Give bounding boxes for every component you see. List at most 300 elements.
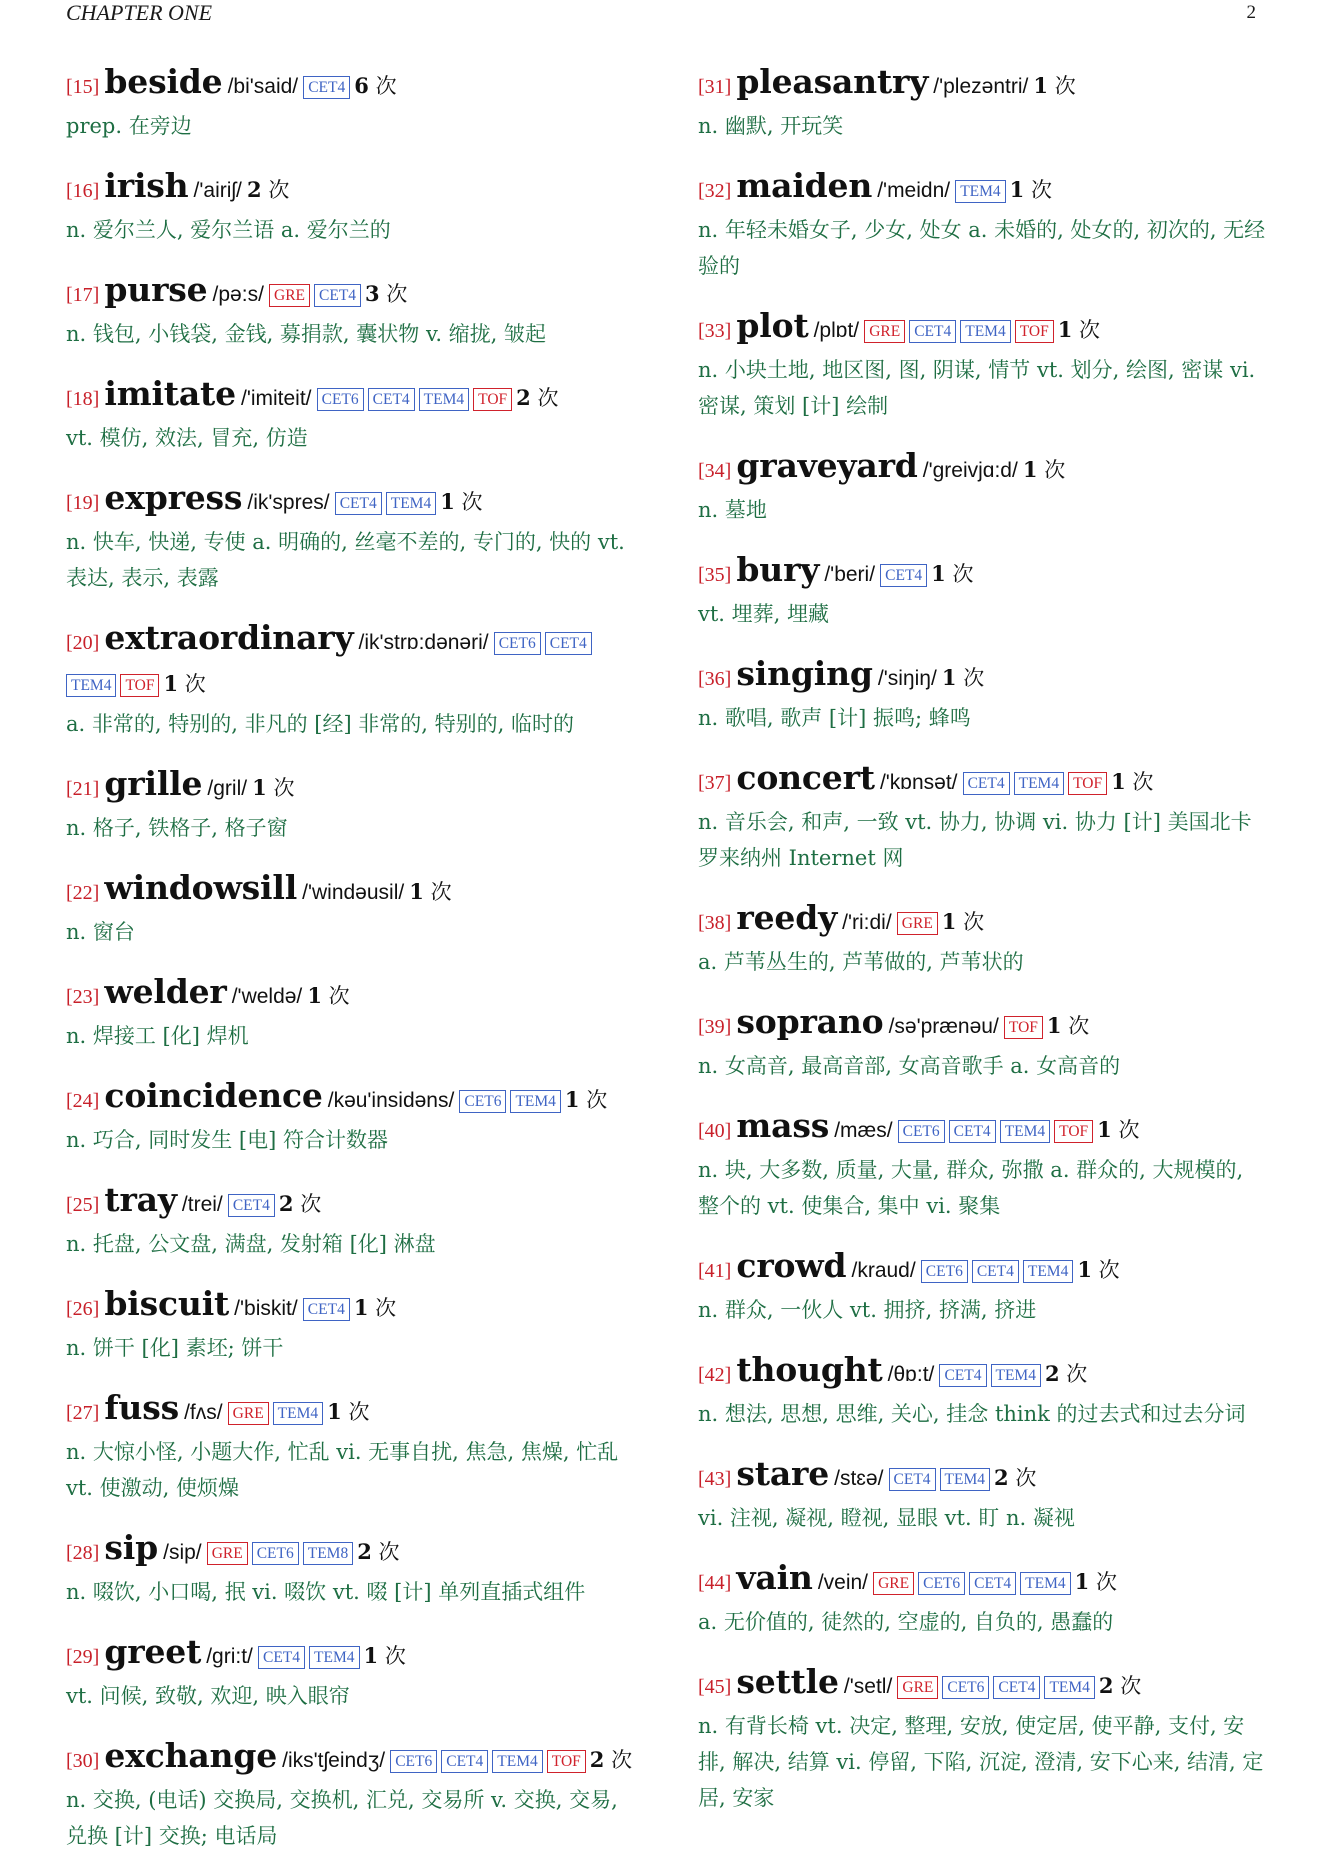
exam-tag-tem8: TEM8 — [303, 1542, 353, 1565]
phonetic: /'biskit/ — [234, 1297, 298, 1320]
headword: express — [104, 478, 243, 517]
occurrence-count — [440, 490, 482, 514]
entry-index: [32] — [698, 180, 732, 202]
headword: settle — [736, 1662, 839, 1701]
definition: n. 块, 大多数, 质量, 大量, 群众, 弥撒 a. 群众的, 大规模的, 整个的 vt. 使集合, 集中 vi. 聚集 — [698, 1158, 1244, 1218]
occurrence-count — [1033, 74, 1075, 98]
entry-index: [33] — [698, 320, 732, 342]
entry-coincidence — [66, 1076, 636, 1158]
phonetic: /'ri:di/ — [842, 911, 892, 934]
occurrence-count — [307, 984, 349, 1008]
definition: n. 交换, (电话) 交换局, 交换机, 汇兑, 交易所 v. 交换, 交易, 兑换 [计] 交换; 电话局 — [66, 1788, 618, 1848]
definition: n. 焊接工 [化] 焊机 — [66, 1024, 249, 1048]
occurrence-count — [565, 1088, 607, 1112]
definition: n. 想法, 思想, 思维, 关心, 挂念 think 的过去式和过去分词 — [698, 1402, 1246, 1426]
definition: vi. 注视, 凝视, 瞪视, 显眼 vt. 盯 n. 凝视 — [698, 1506, 1075, 1530]
headword: reedy — [736, 898, 838, 937]
entry-index: [40] — [698, 1120, 732, 1142]
entry-index: [39] — [698, 1016, 732, 1038]
phonetic: /sip/ — [163, 1541, 202, 1564]
entry-exchange — [66, 1736, 636, 1854]
count-suffix: 次 — [273, 776, 295, 800]
entry-headline — [66, 62, 636, 108]
definition: a. 无价值的, 徒然的, 空虚的, 自负的, 愚蠢的 — [698, 1610, 1114, 1634]
occurrence-count — [354, 74, 396, 98]
exam-tag-tof: TOF — [473, 388, 512, 411]
entry-index: [29] — [66, 1646, 100, 1668]
exam-tag-tem4: TEM4 — [955, 180, 1005, 203]
exam-tag-cet4: CET4 — [303, 76, 350, 99]
count-number: 2 — [1098, 1673, 1114, 1698]
definition: n. 幽默, 开玩笑 — [698, 114, 844, 138]
count-suffix: 次 — [1054, 74, 1076, 98]
entry-headline — [66, 1180, 636, 1226]
headword: fuss — [104, 1388, 179, 1427]
definition: vt. 模仿, 效法, 冒充, 仿造 — [66, 426, 308, 450]
vocabulary-list — [66, 62, 1271, 1852]
occurrence-count — [1023, 458, 1065, 482]
headword: grille — [104, 764, 203, 803]
entry-concert — [698, 758, 1268, 876]
count-number: 1 — [440, 489, 455, 514]
exam-tag-gre: GRE — [897, 912, 938, 935]
page-number: 2 — [1246, 2, 1256, 23]
exam-tag-gre: GRE — [228, 1402, 269, 1425]
exam-tag-tof: TOF — [1068, 772, 1107, 795]
exam-tag-cet4: CET4 — [949, 1120, 996, 1143]
phonetic: /stɛə/ — [834, 1467, 884, 1490]
count-suffix: 次 — [300, 1192, 322, 1216]
entry-windowsill — [66, 868, 636, 950]
exam-tag-tem4: TEM4 — [386, 492, 436, 515]
count-number: 1 — [1097, 1117, 1112, 1142]
entry-extraordinary — [66, 618, 636, 742]
phonetic: /'siŋiŋ/ — [877, 667, 937, 690]
entry-index: [30] — [66, 1750, 100, 1772]
headword: exchange — [104, 1736, 278, 1775]
occurrence-count — [327, 1400, 369, 1424]
entry-plot — [698, 306, 1268, 424]
definition: n. 音乐会, 和声, 一致 vt. 协力, 协调 vi. 协力 [计] 美国北卡罗来纳州 Internet 网 — [698, 810, 1252, 870]
occurrence-count — [1047, 1014, 1089, 1038]
headword: windowsill — [104, 868, 298, 907]
headword: graveyard — [736, 446, 918, 485]
phonetic: /'imiteit/ — [240, 387, 312, 410]
entry-express — [66, 478, 636, 596]
exam-tag-tem4: TEM4 — [1023, 1260, 1073, 1283]
count-suffix: 次 — [1118, 1118, 1140, 1142]
exam-tag-gre: GRE — [897, 1676, 938, 1699]
count-number: 1 — [252, 775, 267, 800]
count-number: 2 — [1044, 1361, 1060, 1386]
exam-tag-cet6: CET6 — [317, 388, 364, 411]
phonetic: /fʌs/ — [184, 1401, 223, 1424]
count-suffix: 次 — [268, 178, 290, 202]
entry-imitate — [66, 374, 636, 456]
count-number: 1 — [307, 983, 322, 1008]
headword: pleasantry — [736, 62, 929, 101]
headword: purse — [104, 270, 208, 309]
count-suffix: 次 — [461, 490, 483, 514]
entry-index: [24] — [66, 1090, 100, 1112]
entry-index: [36] — [698, 668, 732, 690]
count-suffix: 次 — [386, 282, 408, 306]
count-suffix: 次 — [375, 1296, 397, 1320]
exam-tag-cet6: CET6 — [390, 1750, 437, 1773]
count-number: 1 — [353, 1295, 369, 1320]
entry-headline — [698, 166, 1268, 212]
exam-tag-cet6: CET6 — [252, 1542, 299, 1565]
headword: mass — [736, 1106, 830, 1145]
definition: n. 群众, 一伙人 vt. 拥挤, 挤满, 挤进 — [698, 1298, 1037, 1322]
exam-tag-cet4: CET4 — [939, 1364, 986, 1387]
occurrence-count — [365, 282, 407, 306]
count-number: 1 — [327, 1399, 342, 1424]
occurrence-count — [1097, 1118, 1139, 1142]
phonetic: /gri:t/ — [206, 1645, 253, 1668]
entry-headline — [698, 758, 1268, 804]
entry-headline — [698, 446, 1268, 492]
exam-tag-cet6: CET6 — [918, 1572, 965, 1595]
headword: coincidence — [104, 1076, 323, 1115]
entry-index: [31] — [698, 76, 732, 98]
entry-index: [19] — [66, 492, 100, 514]
headword: welder — [104, 972, 227, 1011]
exam-tag-cet4: CET4 — [993, 1676, 1040, 1699]
entry-headline — [698, 1454, 1268, 1500]
exam-tag-tof: TOF — [1054, 1120, 1093, 1143]
entry-irish — [66, 166, 636, 248]
phonetic: /'weldə/ — [231, 985, 303, 1008]
occurrence-count — [247, 178, 289, 202]
phonetic: /sə'prænəu/ — [888, 1015, 999, 1038]
right-column — [698, 62, 1268, 1838]
headword: tray — [104, 1180, 177, 1219]
definition: n. 年轻未婚女子, 少女, 处女 a. 未婚的, 处女的, 初次的, 无经验的 — [698, 218, 1266, 278]
entry-headline — [698, 62, 1268, 108]
count-number: 2 — [247, 177, 262, 202]
exam-tag-cet4: CET4 — [314, 284, 361, 307]
entry-index: [17] — [66, 284, 100, 306]
entry-headline — [66, 1528, 636, 1574]
phonetic: /gril/ — [207, 777, 248, 800]
count-suffix: 次 — [537, 386, 559, 410]
phonetic: /ik'spres/ — [247, 491, 330, 514]
entry-index: [41] — [698, 1260, 732, 1282]
count-number: 2 — [994, 1465, 1009, 1490]
count-number: 1 — [564, 1087, 580, 1112]
headword: sip — [104, 1528, 159, 1567]
exam-tag-cet4: CET4 — [368, 388, 415, 411]
entry-headline — [698, 1350, 1268, 1396]
definition: a. 芦苇丛生的, 芦苇做的, 芦苇状的 — [698, 950, 1024, 974]
count-number: 2 — [589, 1747, 605, 1772]
phonetic: /'airiʃ/ — [193, 179, 242, 202]
entry-headline — [66, 868, 636, 914]
definition: n. 女高音, 最高音部, 女高音歌手 a. 女高音的 — [698, 1054, 1121, 1078]
count-suffix: 次 — [328, 984, 350, 1008]
entry-beside — [66, 62, 636, 144]
phonetic: /mæs/ — [834, 1119, 893, 1142]
headword: stare — [736, 1454, 830, 1493]
entry-headline — [66, 1632, 636, 1678]
occurrence-count — [516, 386, 558, 410]
entry-index: [35] — [698, 564, 732, 586]
entry-headline — [66, 1076, 636, 1122]
count-number: 1 — [409, 879, 424, 904]
entry-sip — [66, 1528, 636, 1610]
entry-index: [18] — [66, 388, 100, 410]
count-number: 6 — [354, 73, 369, 98]
entry-headline — [66, 374, 636, 420]
occurrence-count — [994, 1466, 1036, 1490]
entry-headline — [66, 972, 636, 1018]
count-number: 1 — [931, 561, 946, 586]
entry-headline — [698, 898, 1268, 944]
exam-tag-cet6: CET6 — [494, 632, 541, 655]
occurrence-count — [1075, 1570, 1117, 1594]
definition: n. 小块土地, 地区图, 图, 阴谋, 情节 vt. 划分, 绘图, 密谋 vi. 密谋, 策划 [计] 绘制 — [698, 358, 1256, 418]
occurrence-count — [1077, 1258, 1119, 1282]
occurrence-count — [1099, 1674, 1141, 1698]
page-header — [66, 0, 1256, 30]
count-suffix: 次 — [348, 1400, 370, 1424]
headword: imitate — [104, 374, 236, 413]
entry-headline — [698, 654, 1268, 700]
phonetic: /θɒ:t/ — [887, 1363, 935, 1386]
count-suffix: 次 — [1120, 1674, 1142, 1698]
exam-tag-cet4: CET4 — [972, 1260, 1019, 1283]
entry-headline — [698, 306, 1268, 352]
entry-headline — [66, 1284, 636, 1330]
headword: maiden — [736, 166, 873, 205]
count-suffix: 次 — [963, 666, 985, 690]
count-number: 2 — [357, 1539, 372, 1564]
count-number: 1 — [941, 909, 957, 934]
entry-headline — [66, 270, 636, 316]
count-number: 1 — [163, 671, 179, 696]
exam-tag-cet4: CET4 — [228, 1194, 275, 1217]
entry-headline — [698, 550, 1268, 596]
headword: greet — [104, 1632, 202, 1671]
count-number: 1 — [1074, 1569, 1090, 1594]
exam-tag-cet6: CET6 — [942, 1676, 989, 1699]
entry-index: [26] — [66, 1298, 100, 1320]
exam-tag-tof: TOF — [1004, 1016, 1043, 1039]
count-number: 1 — [1077, 1257, 1092, 1282]
exam-tag-cet4: CET4 — [963, 772, 1010, 795]
entry-headline — [66, 478, 636, 524]
occurrence-count — [409, 880, 451, 904]
definition: n. 窗台 — [66, 920, 135, 944]
exam-tag-cet4: CET4 — [258, 1646, 305, 1669]
exam-tag-cet4: CET4 — [441, 1750, 488, 1773]
count-suffix: 次 — [1132, 770, 1154, 794]
exam-tag-tem4: TEM4 — [309, 1646, 359, 1669]
left-column — [66, 62, 636, 1876]
entry-index: [21] — [66, 778, 100, 800]
exam-tag-cet6: CET6 — [898, 1120, 945, 1143]
chapter-title: CHAPTER ONE — [66, 0, 213, 25]
phonetic: /'beri/ — [824, 563, 876, 586]
definition: n. 托盘, 公文盘, 满盘, 发射箱 [化] 淋盘 — [66, 1232, 436, 1256]
exam-tag-cet6: CET6 — [921, 1260, 968, 1283]
entry-headline — [698, 1106, 1268, 1152]
entry-headline — [66, 618, 636, 706]
entry-headline — [698, 1662, 1268, 1708]
exam-tag-tem4: TEM4 — [1020, 1572, 1070, 1595]
occurrence-count — [252, 776, 294, 800]
definition: n. 啜饮, 小口喝, 抿 vi. 啜饮 vt. 啜 [计] 单列直插式组件 — [66, 1580, 586, 1604]
count-suffix: 次 — [430, 880, 452, 904]
definition: n. 格子, 铁格子, 格子窗 — [66, 816, 288, 840]
headword: thought — [736, 1350, 883, 1389]
exam-tag-tem4: TEM4 — [492, 1750, 542, 1773]
exam-tag-tof: TOF — [547, 1750, 586, 1773]
count-suffix: 次 — [1068, 1014, 1090, 1038]
entry-mass — [698, 1106, 1268, 1224]
phonetic: /iks'tʃeindʒ/ — [282, 1749, 386, 1772]
occurrence-count — [1111, 770, 1153, 794]
entry-maiden — [698, 166, 1268, 284]
definition: n. 快车, 快递, 专使 a. 明确的, 丝毫不差的, 专门的, 快的 vt. 表达, 表示, 表露 — [66, 530, 625, 590]
entry-index: [20] — [66, 632, 100, 654]
phonetic: /'plezəntri/ — [933, 75, 1029, 98]
headword: biscuit — [104, 1284, 230, 1323]
exam-tag-tem4: TEM4 — [1014, 772, 1064, 795]
entry-crowd — [698, 1246, 1268, 1328]
entry-grille — [66, 764, 636, 846]
exam-tag-tof: TOF — [120, 674, 159, 697]
exam-tag-cet4: CET4 — [909, 320, 956, 343]
entry-greet — [66, 1632, 636, 1714]
count-suffix: 次 — [1098, 1258, 1120, 1282]
entry-index: [16] — [66, 180, 100, 202]
exam-tag-cet4: CET4 — [880, 564, 927, 587]
phonetic: /ik'strɒ:dənəri/ — [358, 631, 489, 654]
count-suffix: 次 — [611, 1748, 633, 1772]
phonetic: /bi'said/ — [227, 75, 299, 98]
entry-headline — [66, 764, 636, 810]
headword: irish — [104, 166, 189, 205]
count-suffix: 次 — [1030, 178, 1052, 202]
count-suffix: 次 — [963, 910, 985, 934]
exam-tag-cet4: CET4 — [303, 1298, 350, 1321]
occurrence-count — [590, 1748, 632, 1772]
definition: n. 歌唱, 歌声 [计] 振鸣; 蜂鸣 — [698, 706, 971, 730]
entry-headline — [698, 1002, 1268, 1048]
entry-biscuit — [66, 1284, 636, 1366]
entry-index: [37] — [698, 772, 732, 794]
occurrence-count — [357, 1540, 399, 1564]
count-suffix: 次 — [1095, 1570, 1117, 1594]
entry-index: [25] — [66, 1194, 100, 1216]
definition: n. 钱包, 小钱袋, 金钱, 募捐款, 囊状物 v. 缩拢, 皱起 — [66, 322, 547, 346]
definition: prep. 在旁边 — [66, 114, 192, 138]
definition: a. 非常的, 特别的, 非凡的 [经] 非常的, 特别的, 临时的 — [66, 712, 575, 736]
exam-tag-tem4: TEM4 — [1000, 1120, 1050, 1143]
entry-singing — [698, 654, 1268, 736]
definition: vt. 问候, 致敬, 欢迎, 映入眼帘 — [66, 1684, 350, 1708]
entry-stare — [698, 1454, 1268, 1536]
occurrence-count — [1010, 178, 1052, 202]
headword: soprano — [736, 1002, 884, 1041]
phonetic: /pə:s/ — [212, 283, 264, 306]
exam-tag-tem4: TEM4 — [66, 674, 116, 697]
entry-soprano — [698, 1002, 1268, 1084]
entry-pleasantry — [698, 62, 1268, 144]
entry-index: [43] — [698, 1468, 732, 1490]
count-suffix: 次 — [384, 1644, 406, 1668]
phonetic: /kəu'insidəns/ — [327, 1089, 455, 1112]
count-number: 1 — [1022, 457, 1038, 482]
entry-index: [34] — [698, 460, 732, 482]
occurrence-count — [354, 1296, 396, 1320]
occurrence-count — [942, 910, 984, 934]
count-suffix: 次 — [375, 74, 397, 98]
entry-headline — [698, 1558, 1268, 1604]
phonetic: /'windəusil/ — [302, 881, 405, 904]
occurrence-count — [1058, 318, 1100, 342]
entry-thought — [698, 1350, 1268, 1432]
phonetic: /vein/ — [817, 1571, 869, 1594]
exam-tag-tem4: TEM4 — [1044, 1676, 1094, 1699]
phonetic: /'kɒnsət/ — [879, 771, 958, 794]
exam-tag-cet4: CET4 — [545, 632, 592, 655]
definition: vt. 埋葬, 埋藏 — [698, 602, 830, 626]
entry-headline — [66, 166, 636, 212]
exam-tag-tem4: TEM4 — [940, 1468, 990, 1491]
entry-index: [44] — [698, 1572, 732, 1594]
count-suffix: 次 — [586, 1088, 608, 1112]
count-suffix: 次 — [1066, 1362, 1088, 1386]
count-number: 1 — [1111, 769, 1126, 794]
count-number: 1 — [1033, 73, 1049, 98]
occurrence-count — [931, 562, 973, 586]
exam-tag-cet4: CET4 — [335, 492, 382, 515]
phonetic: /'meidn/ — [877, 179, 951, 202]
count-number: 1 — [1009, 177, 1025, 202]
exam-tag-tem4: TEM4 — [419, 388, 469, 411]
entry-bury — [698, 550, 1268, 632]
exam-tag-cet4: CET4 — [969, 1572, 1016, 1595]
exam-tag-tem4: TEM4 — [273, 1402, 323, 1425]
exam-tag-gre: GRE — [873, 1572, 914, 1595]
exam-tag-gre: GRE — [207, 1542, 248, 1565]
occurrence-count — [163, 672, 205, 696]
count-suffix: 次 — [952, 562, 974, 586]
occurrence-count — [942, 666, 984, 690]
count-suffix: 次 — [1015, 1466, 1037, 1490]
entry-settle — [698, 1662, 1268, 1816]
count-suffix: 次 — [184, 672, 206, 696]
count-number: 1 — [941, 665, 957, 690]
headword: extraordinary — [104, 618, 354, 657]
exam-tag-tem4: TEM4 — [510, 1090, 560, 1113]
count-suffix: 次 — [1044, 458, 1066, 482]
entry-index: [42] — [698, 1364, 732, 1386]
count-number: 1 — [363, 1643, 379, 1668]
entry-reedy — [698, 898, 1268, 980]
entry-graveyard — [698, 446, 1268, 528]
entry-welder — [66, 972, 636, 1054]
exam-tag-cet6: CET6 — [459, 1090, 506, 1113]
count-number: 3 — [365, 281, 380, 306]
entry-fuss — [66, 1388, 636, 1506]
phonetic: /kraud/ — [851, 1259, 916, 1282]
count-number: 2 — [278, 1191, 294, 1216]
headword: beside — [104, 62, 223, 101]
